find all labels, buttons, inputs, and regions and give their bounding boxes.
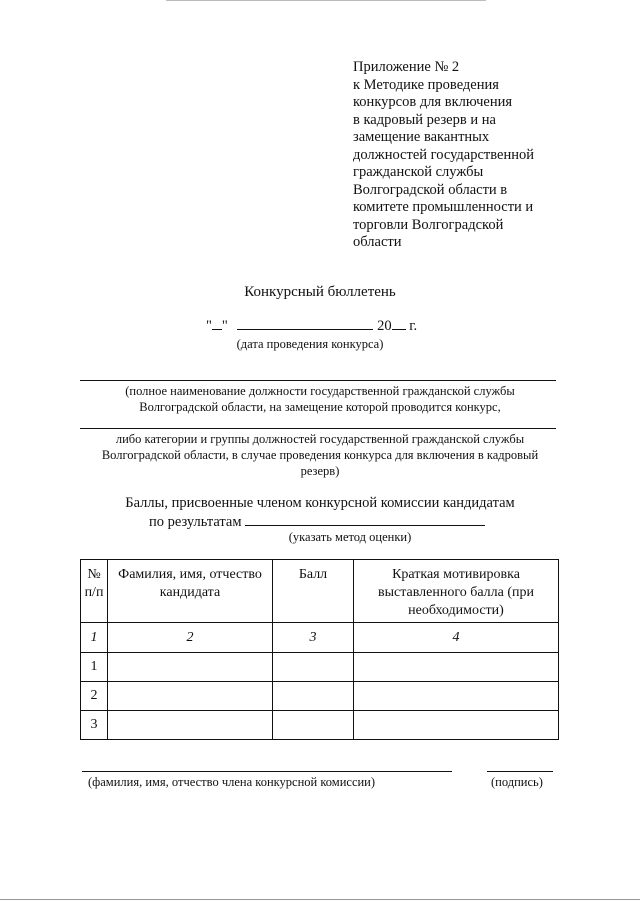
day-blank[interactable] <box>212 316 222 330</box>
column-number: 3 <box>273 623 354 653</box>
motivation-cell[interactable] <box>354 653 559 682</box>
header-score <box>273 560 354 623</box>
appendix-line: в кадровый резерв и на <box>353 111 496 128</box>
month-blank[interactable] <box>237 316 373 330</box>
score-cell[interactable] <box>273 711 354 740</box>
fullname-cell[interactable] <box>108 711 273 740</box>
ballot-title: Конкурсный бюллетень <box>244 284 396 300</box>
column-number: 1 <box>81 623 108 653</box>
fullname-cell[interactable] <box>108 653 273 682</box>
appendix-line: торговли Волгоградской <box>353 216 504 233</box>
member-name-caption: (фамилия, имя, отчество члена конкурсной комиссии) <box>88 775 376 789</box>
header-number <box>81 560 108 623</box>
header-text: № <box>87 567 101 582</box>
score-cell[interactable] <box>273 682 354 711</box>
table-row <box>81 711 559 740</box>
quote-close: " <box>221 318 228 334</box>
header-text: кандидата <box>159 585 221 600</box>
row-number: 2 <box>81 682 108 711</box>
scores-table <box>80 559 559 740</box>
appendix-line: замещение вакантных <box>353 129 490 145</box>
header-text: Краткая мотивировка <box>392 567 520 582</box>
motivation-cell[interactable] <box>354 711 559 740</box>
header-fullname <box>108 560 273 623</box>
column-number-row <box>81 623 559 653</box>
header-text: Фамилия, имя, отчество <box>118 567 262 582</box>
column-number: 2 <box>108 623 273 653</box>
category-caption-line: либо категории и группы должностей государственной гражданской службы <box>115 432 525 446</box>
position-caption-line: Волгоградской области, на замещение которой проводится конкурс, <box>139 400 501 414</box>
table-row <box>81 653 559 682</box>
signature-caption: (подпись) <box>491 775 543 789</box>
header-text: выставленного балла (при <box>377 585 535 600</box>
method-prefix: по результатам <box>149 514 242 530</box>
date-caption: (дата проведения конкурса) <box>236 337 384 351</box>
appendix-line: Волгоградской области в <box>353 181 508 198</box>
scan-top-edge <box>166 0 486 1</box>
row-number: 1 <box>81 653 108 682</box>
category-caption-line: Волгоградской области, в случае проведения конкурса для включения в кадровый <box>101 448 539 462</box>
year-suffix: г. <box>409 318 418 334</box>
header-text: необходимости) <box>408 603 504 618</box>
quote-open: " <box>206 318 212 334</box>
position-field-line[interactable] <box>80 380 556 381</box>
appendix-note <box>353 59 553 252</box>
method-caption: (указать метод оценки) <box>288 530 412 544</box>
motivation-cell[interactable] <box>354 682 559 711</box>
year-prefix: 20 <box>377 318 392 334</box>
header-motivation <box>354 560 559 623</box>
fullname-cell[interactable] <box>108 682 273 711</box>
table-header-row <box>81 560 559 623</box>
row-number: 3 <box>81 711 108 740</box>
header-text: Балл <box>298 567 328 582</box>
category-field-line[interactable] <box>80 428 556 429</box>
appendix-line: должностей государственной <box>353 146 534 163</box>
appendix-line: области <box>353 234 402 250</box>
category-caption <box>60 431 580 479</box>
appendix-line: к Методике проведения <box>353 76 499 93</box>
date-line <box>206 316 417 335</box>
member-name-line[interactable] <box>82 771 452 772</box>
score-cell[interactable] <box>273 653 354 682</box>
appendix-line: гражданской службы <box>353 164 484 180</box>
appendix-line: комитете промышленности и <box>353 199 534 215</box>
header-text: п/п <box>84 585 104 600</box>
year-blank[interactable] <box>392 316 406 330</box>
appendix-line: Приложение № 2 <box>353 59 460 75</box>
method-blank[interactable] <box>245 512 485 526</box>
table-row <box>81 682 559 711</box>
column-number: 4 <box>354 623 559 653</box>
appendix-line: конкурсов для включения <box>353 94 513 110</box>
scan-bottom-edge <box>0 899 640 900</box>
position-caption <box>60 383 580 415</box>
position-caption-line: (полное наименование должности государственной гражданской службы <box>125 384 515 398</box>
category-caption-line: резерв) <box>300 464 340 478</box>
scores-heading: Баллы, присвоенные членом конкурсной комиссии кандидатам <box>125 495 515 511</box>
signature-line[interactable] <box>487 771 553 772</box>
